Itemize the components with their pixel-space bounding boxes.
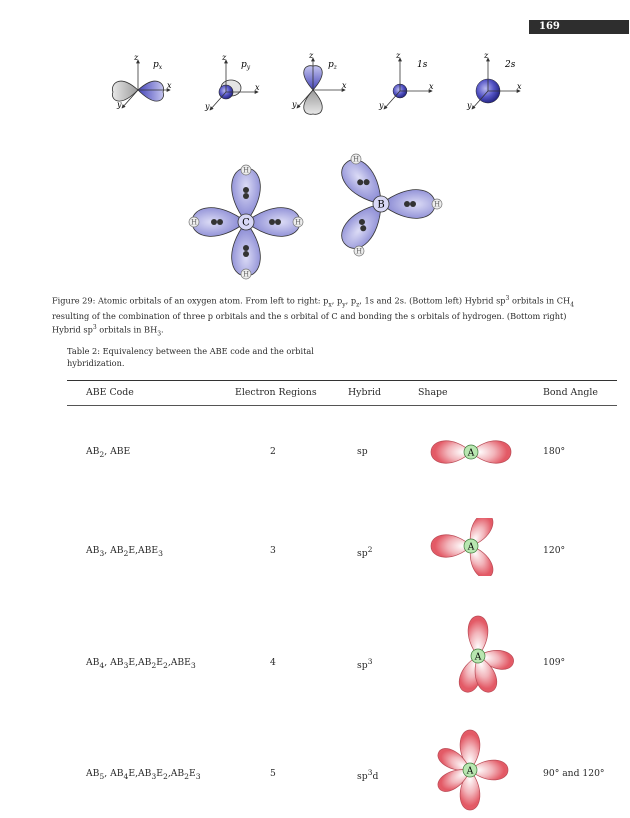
svg-text:H: H [355, 247, 363, 256]
ch4-hybrid-diagram [189, 165, 303, 279]
figure-caption: Figure 29: Atomic orbitals of an oxygen atom. From left to right: $p_x$, $p_y$, $p_z$, 1s and 2s. (Bottom left) Hybrid $sp^3$ orbitals in $CH_4$ resulting of the combination of three p orbitals and the s orbital of C and bonding the s orbitals of hydrogen. (Bottom right) Hybrid $sp^3$ orbitals in $BH_3$. [52, 295, 575, 338]
hybrid-cell: $sp^2$ [357, 545, 373, 560]
svg-text:H: H [352, 155, 360, 164]
svg-text:H: H [433, 200, 441, 209]
abe-code-cell: $AB_3$, $AB_2E,ABE_3$ [86, 545, 163, 558]
hybrid-cell: $sp^3$ [357, 657, 373, 672]
shape-linear [420, 430, 520, 474]
electron-regions-cell: 5 [270, 768, 276, 779]
center-atom-label: A [466, 766, 474, 777]
bond-angle-cell: 120° [543, 545, 566, 556]
header-bond-angle: Bond Angle [543, 387, 598, 398]
orbital-label: $p_x$ [153, 60, 163, 71]
table-caption: Table 2: Equivalency between the ABE code and the orbital hybridization. [67, 346, 314, 368]
table-header-rule [67, 405, 617, 406]
orbital-2s [466, 51, 522, 110]
shape-trigonal-bipyramidal [430, 722, 530, 818]
axis-z-label: z [396, 51, 401, 60]
axis-x-label: x [429, 82, 434, 91]
axis-x-label: x [342, 81, 347, 90]
axis-z-label: z [484, 51, 489, 60]
abe-code-cell: $AB_4$, $AB_3E,AB_2E_2,ABE_3$ [86, 657, 196, 670]
bond-angle-cell: 90° and 120° [543, 768, 605, 779]
orbital-label: 1s [417, 60, 428, 70]
bond-angle-cell: 109° [543, 657, 566, 668]
table-top-rule [67, 380, 617, 381]
bh3-hybrid-diagram [335, 153, 442, 256]
electron-regions-cell: 4 [270, 657, 276, 668]
orbital-label: $p_z$ [328, 60, 337, 71]
axis-z-label: z [134, 53, 139, 62]
electron-regions-cell: 2 [270, 446, 276, 457]
svg-text:H: H [190, 218, 198, 227]
axis-x-label: x [167, 81, 172, 90]
carbon-label: C [242, 217, 250, 229]
boron-label: B [377, 199, 385, 211]
orbital-1s [378, 51, 434, 110]
abe-code-cell: $AB_2$, ABE [86, 446, 131, 459]
axis-y-label: y [292, 100, 297, 109]
hybrid-cell: sp [357, 446, 368, 457]
center-atom-label: A [474, 652, 482, 663]
orbital-py [204, 53, 260, 111]
axis-x-label: x [255, 83, 260, 92]
orbital-label: 2s [505, 60, 516, 70]
axis-y-label: y [117, 100, 122, 109]
center-atom-label: A [467, 542, 475, 553]
axis-y-label: y [467, 101, 472, 110]
axis-z-label: z [222, 53, 227, 62]
orbital-figure [0, 0, 630, 290]
center-atom-label: A [467, 448, 475, 459]
axis-z-label: z [309, 51, 314, 60]
shape-trigonal-planar [420, 518, 520, 576]
axis-y-label: y [205, 102, 210, 111]
orbital-label: $p_y$ [241, 60, 251, 71]
hybrid-cell: $sp^3d$ [357, 768, 379, 783]
axis-y-label: y [379, 101, 384, 110]
header-hybrid: Hybrid [348, 387, 381, 398]
header-electron-regions: Electron Regions [235, 387, 317, 398]
header-shape: Shape [418, 387, 448, 398]
electron-regions-cell: 3 [270, 545, 276, 556]
abe-code-cell: $AB_5$, $AB_4E,AB_3E_2,AB_2E_3$ [86, 768, 201, 781]
orbital-px [112, 53, 172, 109]
svg-text:H: H [242, 166, 250, 175]
header-abe-code: ABE Code [86, 387, 134, 398]
bond-angle-cell: 180° [543, 446, 566, 457]
page-number: 169 [529, 20, 629, 34]
svg-text:H: H [242, 270, 250, 279]
orbital-pz [291, 51, 347, 114]
svg-text:H: H [294, 218, 302, 227]
axis-x-label: x [517, 82, 522, 91]
shape-tetrahedral [430, 608, 530, 704]
